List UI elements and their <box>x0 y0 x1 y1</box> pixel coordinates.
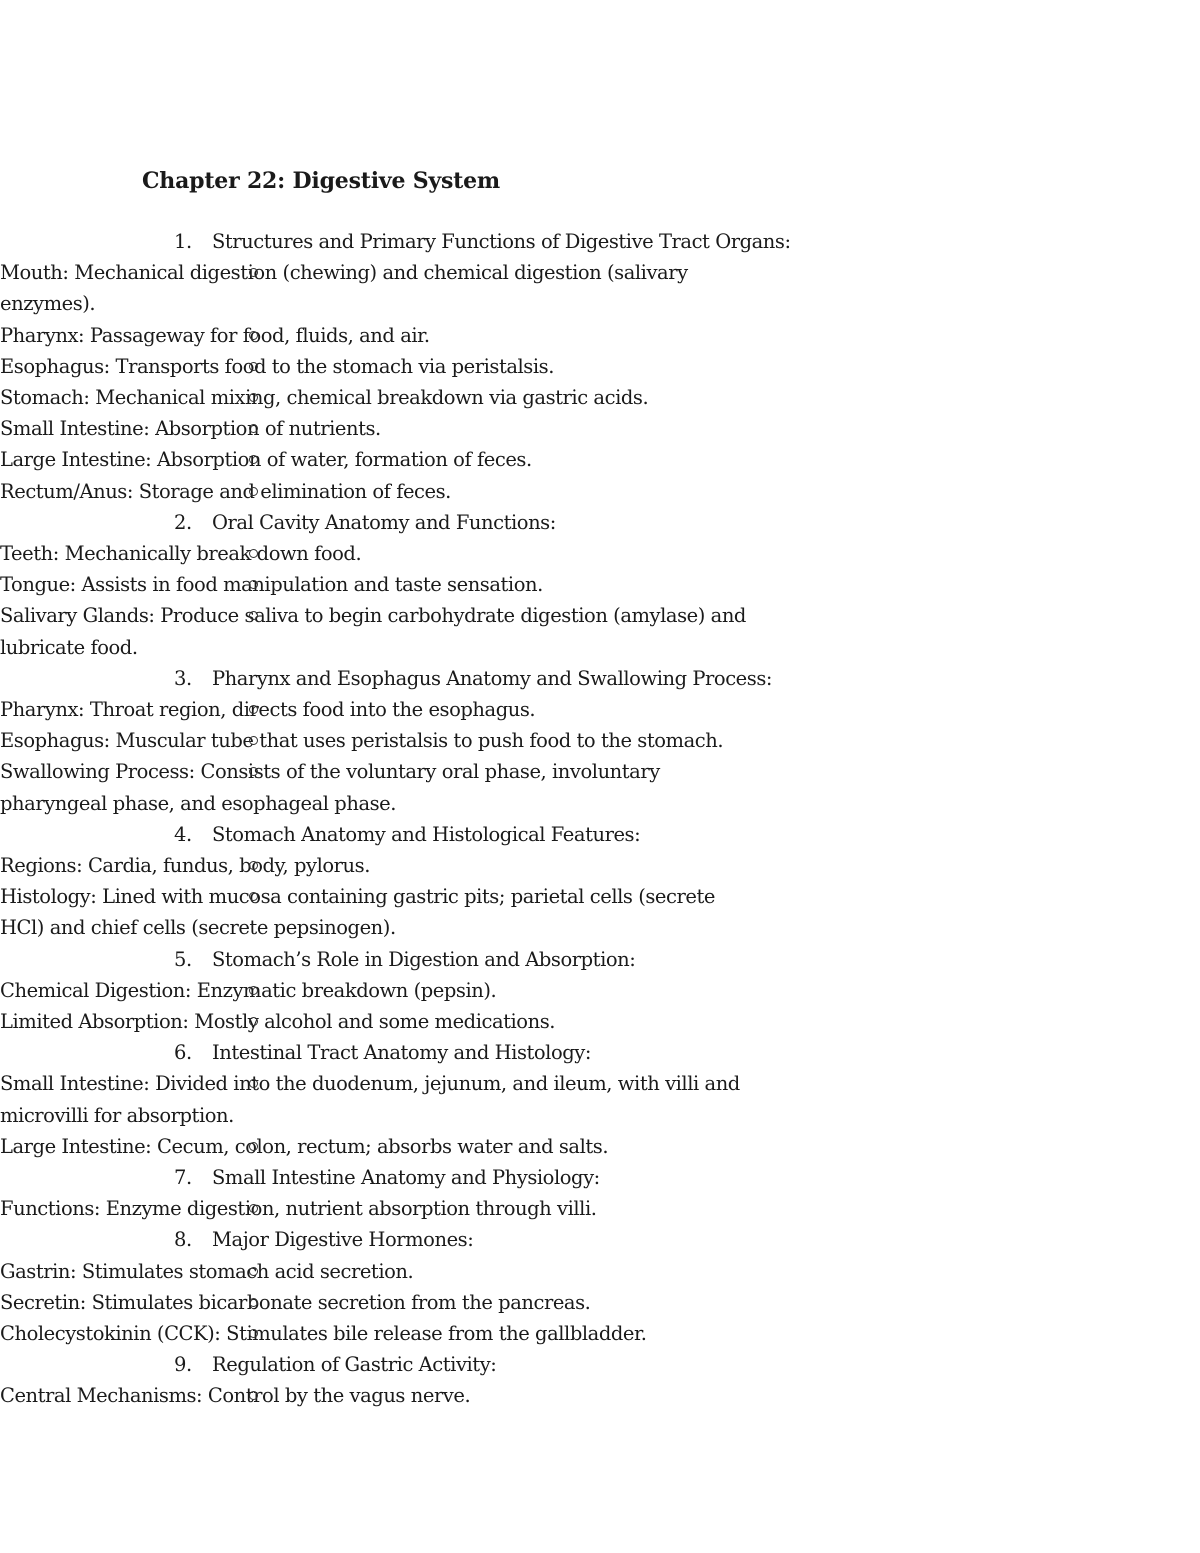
section-heading-line <box>0 819 1200 850</box>
list-item-text: Small Intestine: Absorption of nutrients. <box>0 417 381 441</box>
sub-list <box>0 850 1200 944</box>
section-heading-line <box>0 226 1200 257</box>
section-heading-line <box>0 944 1200 975</box>
section-heading-line <box>0 663 1200 694</box>
section-heading: Regulation of Gastric Activity: <box>212 1353 497 1377</box>
section-heading-line <box>0 1224 1200 1255</box>
hollow-circle-bullet-icon <box>249 1329 258 1338</box>
section-number: 4. <box>174 822 192 846</box>
sub-list <box>0 1256 1200 1350</box>
list-item-text: Stomach: Mechanical mixing, chemical breakdown via gastric acids. <box>0 386 649 409</box>
sub-list <box>0 538 1200 663</box>
list-item <box>0 257 760 319</box>
sub-list <box>0 1380 1200 1411</box>
list-item <box>0 1131 760 1162</box>
hollow-circle-bullet-icon <box>249 331 258 340</box>
outline-section <box>0 1224 1200 1349</box>
outline-section <box>0 1162 1200 1224</box>
outline-section <box>0 507 1200 663</box>
outline-section <box>0 944 1200 1038</box>
list-item-text: Secretin: Stimulates bicarbonate secretion from the pancreas. <box>0 1290 591 1314</box>
list-item <box>0 320 760 351</box>
section-heading: Stomach Anatomy and Histological Features: <box>212 822 641 846</box>
list-item-text: Large Intestine: Cecum, colon, rectum; absorbs water and salts. <box>0 1134 609 1158</box>
list-item-text: Teeth: Mechanically break down food. <box>0 542 362 565</box>
list-item-text: Swallowing Process: Consists of the voluntary oral phase, involuntary pharyngeal phase, and esophageal phase. <box>0 760 660 815</box>
list-item-text: Mouth: Mechanical digestion (chewing) and chemical digestion (salivary enzymes). <box>0 261 688 316</box>
section-heading: Intestinal Tract Anatomy and Histology: <box>212 1041 591 1065</box>
list-item-text: Central Mechanisms: Control by the vagus nerve. <box>0 1384 471 1408</box>
section-heading-line <box>0 507 1200 538</box>
list-item-text: Esophagus: Muscular tube that uses peristalsis to push food to the stomach. <box>0 729 724 753</box>
section-heading: Major Digestive Hormones: <box>212 1228 474 1252</box>
list-item-text: Cholecystokinin (CCK): Stimulates bile release from the gallbladder. <box>0 1321 647 1345</box>
hollow-circle-bullet-icon <box>249 1142 258 1151</box>
section-heading: Pharynx and Esophagus Anatomy and Swallowing Process: <box>212 666 773 690</box>
chapter-outline <box>0 226 1200 1412</box>
outline-section <box>0 663 1200 819</box>
list-item-text: Esophagus: Transports food to the stomach via peristalsis. <box>0 354 554 378</box>
hollow-circle-bullet-icon <box>249 861 258 870</box>
section-number: 9. <box>174 1353 192 1377</box>
list-item-text: Gastrin: Stimulates stomach acid secretion. <box>0 1259 414 1283</box>
list-item <box>0 1006 760 1037</box>
section-number: 2. <box>174 510 192 534</box>
section-heading-line <box>0 1162 1200 1193</box>
list-item-text: Small Intestine: Divided into the duodenum, jejunum, and ileum, with villi and microvilli for absorption. <box>0 1072 740 1127</box>
list-item <box>0 600 760 662</box>
list-item <box>0 881 760 943</box>
page-title: Chapter 22: Digestive System <box>142 168 501 194</box>
list-item <box>0 1380 760 1411</box>
list-item <box>0 569 760 600</box>
list-item <box>0 413 760 444</box>
outline-section <box>0 1037 1200 1162</box>
section-number: 7. <box>174 1166 192 1189</box>
list-item <box>0 351 760 382</box>
hollow-circle-bullet-icon <box>249 393 258 402</box>
list-item <box>0 1318 760 1349</box>
list-item-text: Chemical Digestion: Enzymatic breakdown (pepsin). <box>0 978 497 1002</box>
hollow-circle-bullet-icon <box>249 705 258 714</box>
list-item-text: Pharynx: Passageway for food, fluids, and air. <box>0 323 430 347</box>
hollow-circle-bullet-icon <box>249 362 258 371</box>
list-item-text: Histology: Lined with mucosa containing gastric pits; parietal cells (secrete HCl) and chief cells (secrete pepsinogen). <box>0 885 715 940</box>
sub-list <box>0 975 1200 1037</box>
list-item-text: Regions: Cardia, fundus, body, pylorus. <box>0 854 370 877</box>
list-item <box>0 975 760 1006</box>
outline-section <box>0 819 1200 944</box>
list-item <box>0 694 760 725</box>
list-item-text: Salivary Glands: Produce saliva to begin carbohydrate digestion (amylase) and lubricate food. <box>0 604 746 659</box>
hollow-circle-bullet-icon <box>249 1298 258 1307</box>
section-number: 6. <box>174 1041 192 1065</box>
section-number: 3. <box>174 666 192 690</box>
section-heading-line <box>0 1349 1200 1380</box>
hollow-circle-bullet-icon <box>249 986 258 995</box>
hollow-circle-bullet-icon <box>249 1267 258 1276</box>
sub-list <box>0 1068 1200 1162</box>
section-heading: Oral Cavity Anatomy and Functions: <box>212 510 556 534</box>
list-item <box>0 1068 760 1130</box>
list-item <box>0 1193 760 1224</box>
list-item-text: Tongue: Assists in food manipulation and taste sensation. <box>0 573 543 597</box>
list-item <box>0 1256 760 1287</box>
hollow-circle-bullet-icon <box>249 549 258 558</box>
sub-list <box>0 257 1200 507</box>
list-item <box>0 1287 760 1318</box>
section-heading: Structures and Primary Functions of Digestive Tract Organs: <box>212 230 791 253</box>
list-item <box>0 444 760 475</box>
list-item-text: Limited Absorption: Mostly alcohol and some medications. <box>0 1010 556 1033</box>
outline-section <box>0 226 1200 507</box>
list-item-text: Pharynx: Throat region, directs food into the esophagus. <box>0 698 536 721</box>
sub-list <box>0 694 1200 819</box>
list-item-text: Functions: Enzyme digestion, nutrient absorption through villi. <box>0 1197 597 1221</box>
list-item <box>0 850 760 881</box>
hollow-circle-bullet-icon <box>249 1017 258 1026</box>
section-heading: Small Intestine Anatomy and Physiology: <box>212 1166 600 1189</box>
sub-list <box>0 1193 1200 1224</box>
list-item <box>0 756 760 818</box>
section-number: 8. <box>174 1228 192 1252</box>
section-heading-line <box>0 1037 1200 1068</box>
list-item <box>0 476 760 507</box>
list-item <box>0 538 760 569</box>
list-item-text: Rectum/Anus: Storage and elimination of feces. <box>0 479 451 503</box>
list-item <box>0 382 760 413</box>
section-heading: Stomach’s Role in Digestion and Absorption: <box>212 947 636 971</box>
list-item-text: Large Intestine: Absorption of water, formation of feces. <box>0 448 532 472</box>
section-number: 5. <box>174 947 192 971</box>
section-number: 1. <box>174 230 192 253</box>
list-item <box>0 725 760 756</box>
hollow-circle-bullet-icon <box>249 487 258 496</box>
outline-section <box>0 1349 1200 1411</box>
